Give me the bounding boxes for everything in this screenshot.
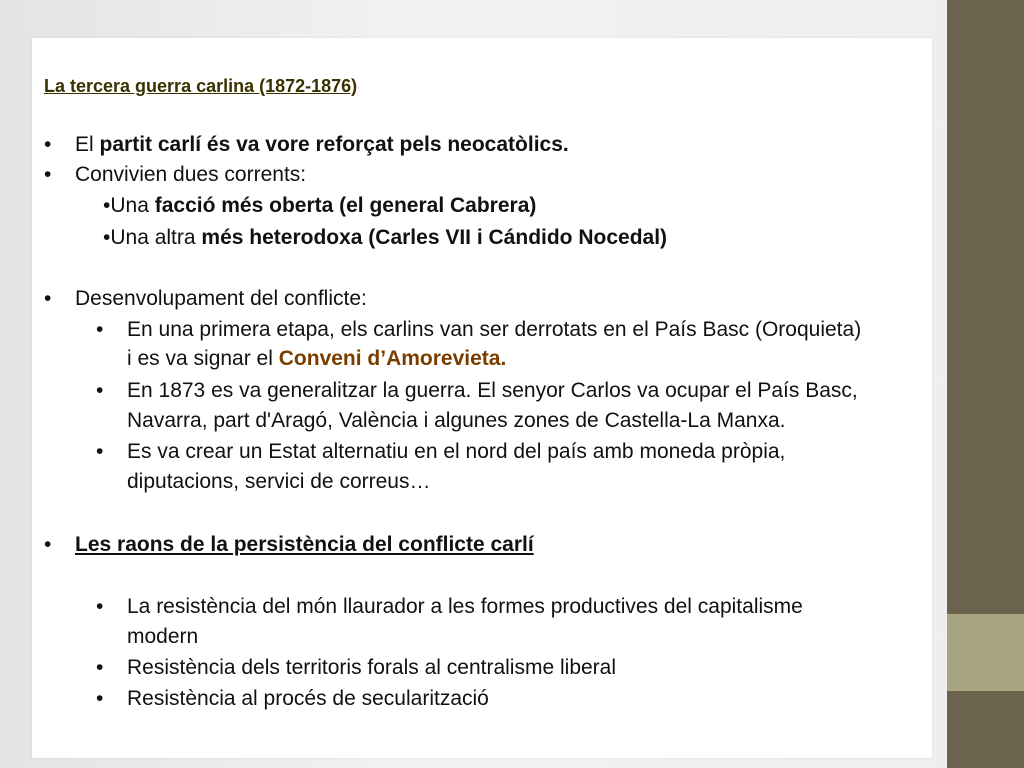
bullet-raons-heading: Les raons de la persistència del conflicte carlí — [75, 533, 534, 556]
slide-title: La tercera guerra carlina (1872-1876) — [44, 76, 358, 96]
sub-item-heterodoxa — [103, 225, 667, 251]
bullet-marker: • — [96, 379, 104, 402]
sub-item-faccio — [103, 193, 536, 219]
bullet-bold-text: partit carlí és va vore reforçat pels neocatòlics. — [99, 133, 569, 156]
conflict-item-3-line-1: Es va crear un Estat alternatiu en el nord del país amb moneda pròpia, — [127, 440, 786, 463]
sub-item-bold-text: facció més oberta (el general Cabrera) — [154, 194, 537, 217]
bullet-marker: • — [44, 133, 52, 156]
conflict-item-1-line-1: En una primera etapa, els carlins van ser derrotats en el País Basc (Oroquieta) — [127, 318, 862, 341]
conflict-item-1-line-2 — [127, 346, 506, 372]
right-decor-accent — [947, 614, 1024, 691]
bullet-partit-carli — [75, 132, 569, 158]
sub-item-bold-text: més heterodoxa (Carles VII i Cándido Nocedal) — [201, 226, 668, 249]
conveni-highlight: Conveni d’Amorevieta. — [278, 347, 507, 370]
bullet-marker: • — [44, 163, 52, 186]
sub-item-text: •Una — [103, 194, 155, 217]
conflict-item-2-line-2: Navarra, part d'Aragó, València i algunes zones de Castella-La Manxa. — [127, 409, 786, 432]
reason-1-line-1: La resistència del món llaurador a les formes productives del capitalisme — [127, 595, 803, 618]
bullet-text: El — [75, 133, 100, 156]
bullet-marker: • — [96, 318, 104, 341]
conflict-item-2-line-1: En 1873 es va generalitzar la guerra. El senyor Carlos va ocupar el País Basc, — [127, 379, 858, 402]
reason-1-line-2: modern — [127, 625, 199, 648]
bullet-desenvolupament: Desenvolupament del conflicte: — [75, 287, 367, 310]
bullet-marker: • — [96, 440, 104, 463]
bullet-marker: • — [44, 287, 52, 310]
reason-2: Resistència dels territoris forals al centralisme liberal — [127, 656, 617, 679]
bullet-convivien: Convivien dues corrents: — [75, 163, 307, 186]
bullet-marker: • — [96, 595, 104, 618]
conflict-text: i es va signar el — [127, 347, 279, 370]
bullet-marker: • — [96, 656, 104, 679]
bullet-marker: • — [96, 687, 104, 710]
bullet-marker: • — [44, 533, 52, 556]
sub-item-text: •Una altra — [103, 226, 202, 249]
reason-3: Resistència al procés de secularització — [127, 687, 489, 710]
conflict-item-3-line-2: diputacions, servici de correus… — [127, 470, 431, 493]
